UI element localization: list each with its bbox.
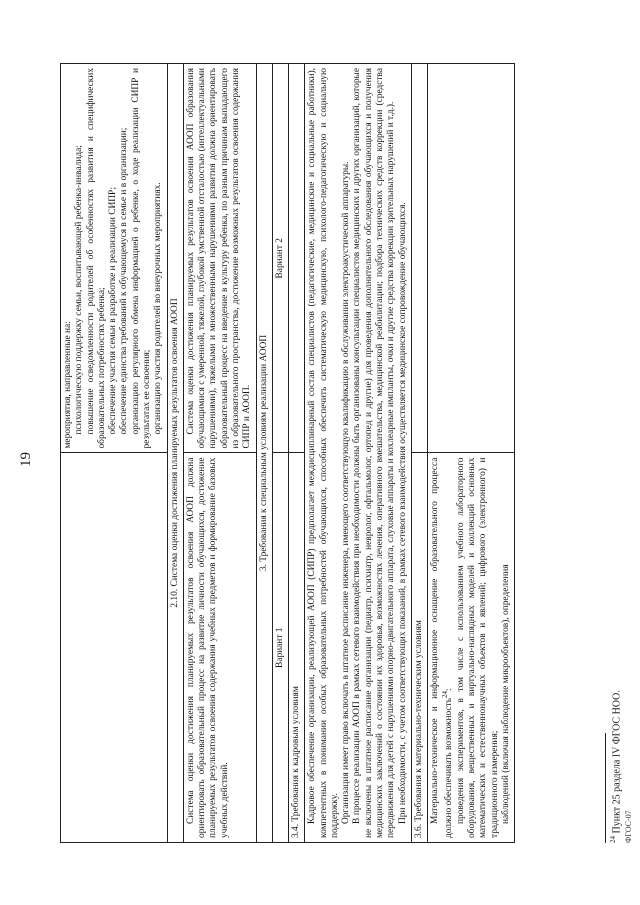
table-row — [272, 64, 288, 843]
section-2-10-variant1: Система оценки достижения планируемых результатов освоения АООП должна ориентировать образовательный процесс на развитие личности обучающихся, достижение планируемых результатов освоения содержания учебных предметов и формирование базовых учебных действий. — [183, 453, 256, 843]
section-2-10-variant2: Система оценки достижения планируемых результатов освоения АООП образования обучающимися с умеренной, тяжелой, глубокой умственной отсталостью (интеллектуальными нарушениями), тяжелыми и множественными нарушениями развития должна ориентировать образовательный процесс на введение в культуру ребенка, по разным причинам выпадающего из образовательного пространства, достижение возможных результатов освоения содержания СИПР и АООП. — [183, 64, 256, 454]
variant-2-label: Вариант 2 — [272, 64, 288, 454]
activities-intro: мероприятия, направленные на: — [63, 321, 73, 449]
footnote-number: 24 — [609, 836, 617, 843]
activities-cell — [61, 64, 168, 454]
activities-list — [74, 68, 164, 449]
table-row — [411, 64, 427, 843]
staff-paragraph-1: Кадровое обеспечение организации, реализующей АООП (СИПР) предполагает междисциплинарный состав специалистов (педагогические, медицинские и социальные работники), компетентных в понимании особых образовательных потребностей обучающихся, способных обеспечить систематическую медицинскую, психолого-педагогическую и социальную поддержку. — [307, 68, 340, 838]
footnote-divider — [605, 733, 606, 843]
staff-cell — [305, 64, 412, 843]
requirements-table — [60, 63, 515, 843]
variant-1-label: Вариант 1 — [272, 453, 288, 843]
sub-3-4-heading: 3.4. Требования к кадровым условиям — [289, 453, 305, 843]
staff-paragraph-4: При необходимости, с учетом соответствующих показаний, в рамках сетевого взаимодействия осуществляется медицинское сопровождение обучающихся. — [397, 202, 408, 824]
table-row — [289, 64, 305, 843]
table-row — [428, 64, 515, 843]
footnote-text: Пункт 25 раздела IV ФГОС НОО. — [611, 690, 623, 836]
material-paragraph-3: наблюдений (включая наблюдение микрообъектов), определения — [500, 564, 511, 824]
sub-3-6-heading: 3.6. Требования к материально-техническим условиям — [411, 453, 427, 843]
section-3-heading: 3. Требования к специальным условиям реализации АООП — [256, 64, 272, 843]
footer-code: ФГОС-07 — [624, 810, 633, 843]
section-2-10-heading: 2.10. Система оценки достижения планируемых результатов освоения АООП — [167, 64, 183, 843]
list-item: обеспечение единства требований к обучающемуся в семье и в организации; — [119, 127, 130, 435]
staff-paragraph-2: Организация имеет право включать в штатное расписание инженера, имеющего соответствующую квалификацию в обслуживании электроакустической аппаратуры. — [341, 161, 352, 824]
list-item: организацию регулярного обмена информацией о ребенке, о ходе реализации СИПР и результатах ее освоения; — [130, 68, 152, 449]
material-paragraph-1: Материально-техническое и информационное оснащение образовательного процесса должно обеспечивать возможность$^{24}$: — [430, 457, 455, 838]
footnote — [609, 690, 622, 843]
table-row — [61, 64, 168, 843]
page-number: 19 — [18, 452, 34, 467]
list-item: обеспечение участия семьи в разработке и реализации СИПР; — [108, 186, 119, 435]
list-item: организацию участия родителей во внеурочных мероприятиях. — [153, 182, 164, 435]
table-row — [183, 64, 256, 843]
table-row — [167, 64, 183, 843]
material-variant1-cell — [428, 453, 515, 843]
footnote-ref: 24 — [441, 691, 450, 698]
table-row — [256, 64, 272, 843]
table-row — [305, 64, 412, 843]
staff-paragraph-3: В процессе реализации АООП в рамках сетевого взаимодействия при необходимости должны быть организованы консультации специалистов медицинских и других организаций, которые не включены в штатное расписание организации (педиатр, психиатр, невролог, офтальмолог, ортопед и другие) для проведения дополнительного обследования обучающихся и получения медицинских заключений о состоянии их здоровья, возможностях лечения, оперативного вмешательства, медицинской реабилитации; подбора технических средств коррекции (средства передвижения для детей с нарушениями опорно-двигательного аппарата, слуховые аппараты и кохлеарные импланты, очки и другие средства коррекции зрительных нарушений и т.д.). — [352, 68, 397, 838]
material-paragraph-2: проведения экспериментов, в том числе с использованием учебного лабораторного оборудования, вещественных и виртуально-наглядных моделей и коллекций основных математических и естественнонаучных объектов и явлений; цифрового (электронного) и традиционного измерения; — [455, 457, 500, 838]
list-item: психологическую поддержку семьи, воспитывающей ребенка-инвалида; — [74, 145, 85, 435]
list-item: повышение осведомленности родителей об особенностях развития и специфических образовательных потребностях ребенка; — [85, 68, 107, 449]
